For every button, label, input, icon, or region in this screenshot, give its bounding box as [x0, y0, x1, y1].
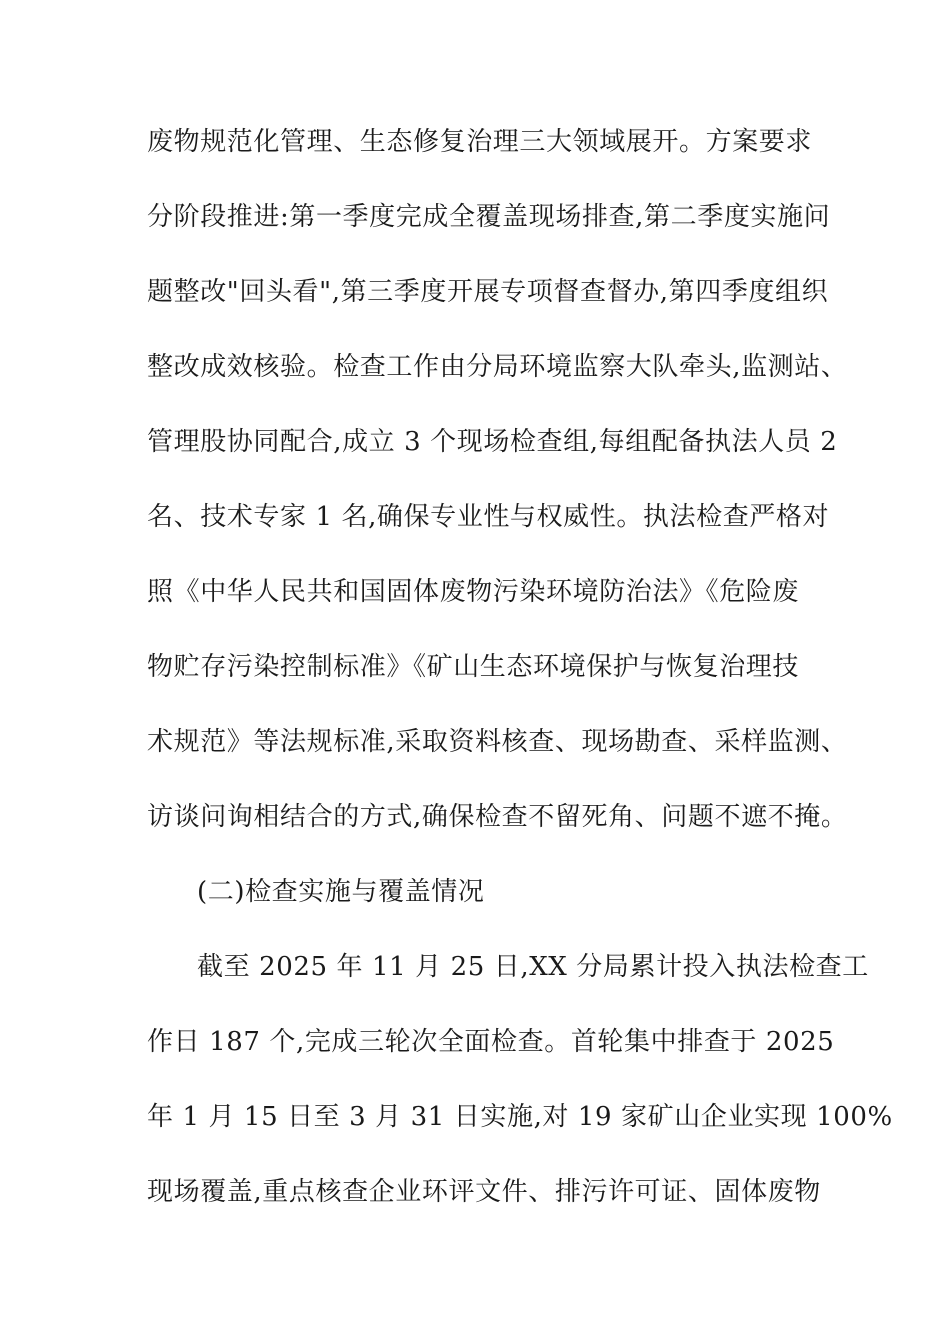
paragraph-line: 废物规范化管理、生态修复治理三大领域展开。方案要求	[147, 127, 813, 157]
paragraph-line: 术规范》等法规标准,采取资料核查、现场勘查、采样监测、	[147, 727, 848, 757]
paragraph-line: 名、技术专家 1 名,确保专业性与权威性。执法检查严格对	[147, 502, 830, 532]
paragraph-line: 整改成效核验。检查工作由分局环境监察大队牵头,监测站、	[147, 352, 848, 382]
paragraph-line: 现场覆盖,重点核查企业环评文件、排污许可证、固体废物	[147, 1177, 821, 1207]
paragraph-line: 截至 2025 年 11 月 25 日,XX 分局累计投入执法检查工	[197, 952, 869, 982]
paragraph-line: 题整改"回头看",第三季度开展专项督查督办,第四季度组织	[147, 277, 829, 307]
paragraph-line: 作日 187 个,完成三轮次全面检查。首轮集中排查于 2025	[147, 1027, 835, 1057]
paragraph-line: 管理股协同配合,成立 3 个现场检查组,每组配备执法人员 2	[147, 427, 838, 457]
paragraph-line: 年 1 月 15 日至 3 月 31 日实施,对 19 家矿山企业实现 100%	[147, 1102, 893, 1132]
section-heading: (二)检查实施与覆盖情况	[197, 877, 485, 907]
paragraph-line: 分阶段推进:第一季度完成全覆盖现场排查,第二季度实施问	[147, 202, 831, 232]
paragraph-line: 访谈问询相结合的方式,确保检查不留死角、问题不遮不掩。	[147, 802, 848, 832]
paragraph-line: 照《中华人民共和国固体废物污染环境防治法》《危险废	[147, 577, 800, 607]
paragraph-line: 物贮存污染控制标准》《矿山生态环境保护与恢复治理技	[147, 652, 800, 682]
